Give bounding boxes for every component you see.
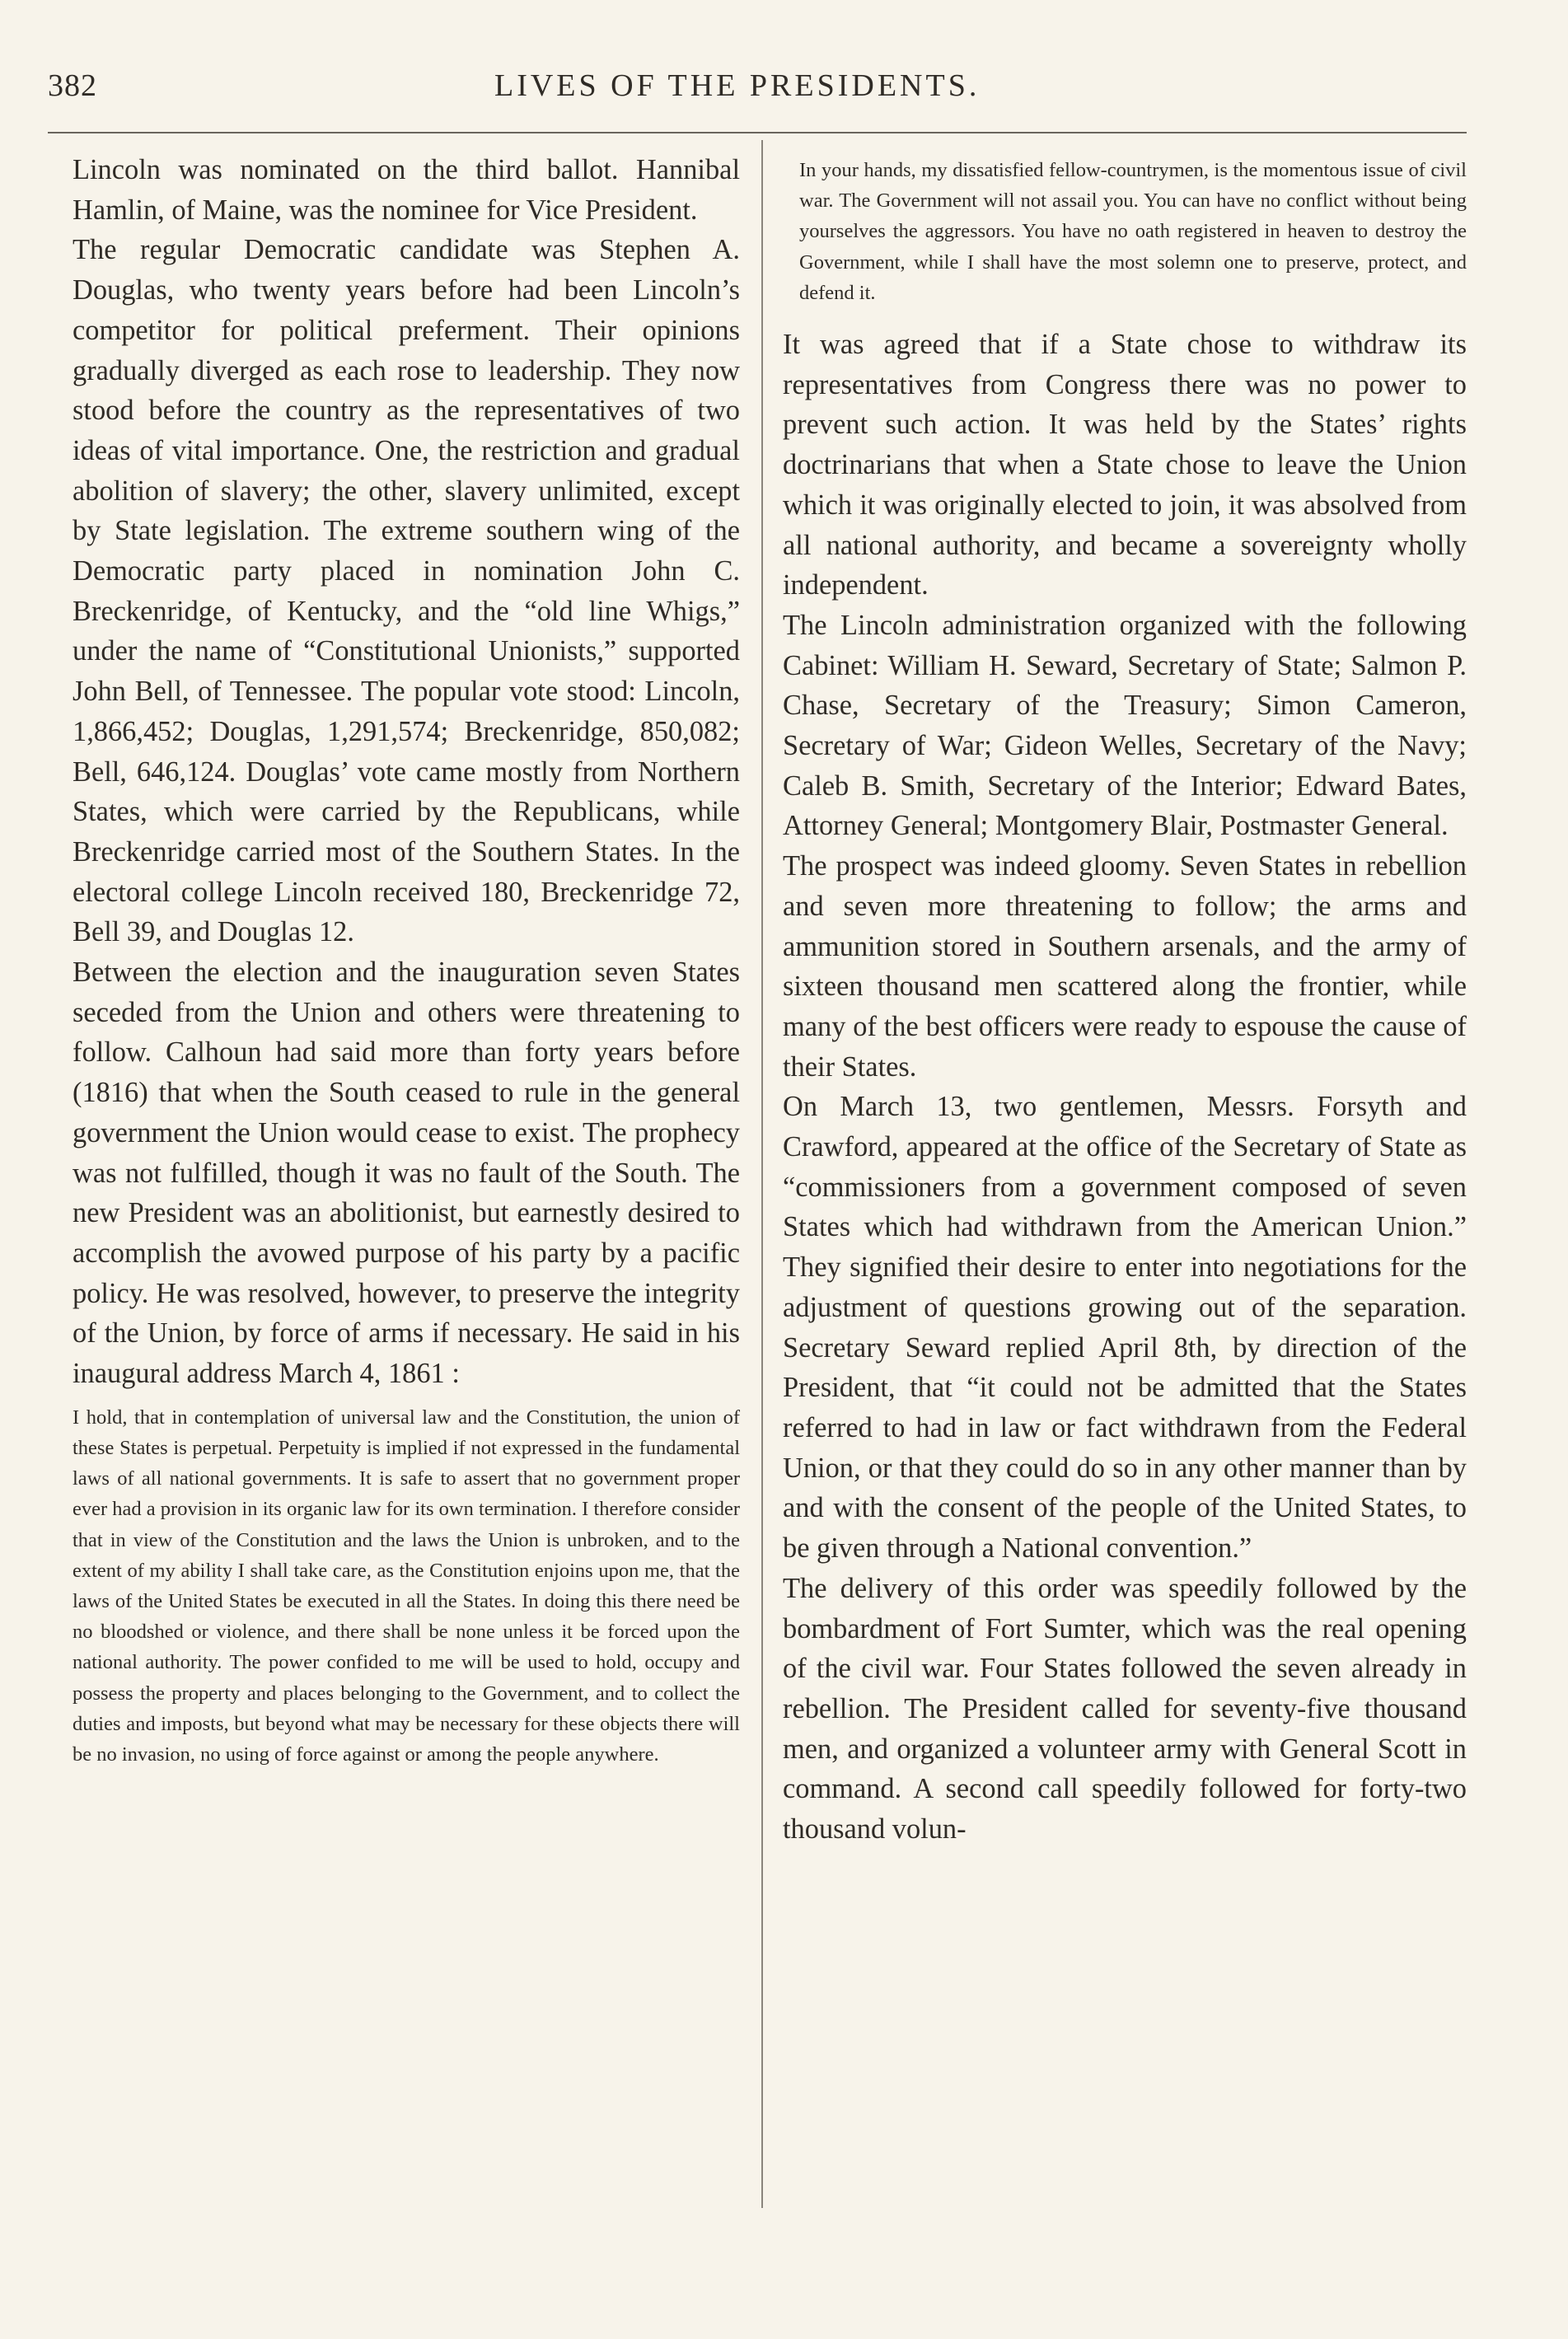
paragraph: The regular Democratic candidate was Stephen A. Douglas, who twenty years before had been Lincoln’s competitor for political preferment. Their opinions gradually diverged as each rose to leadership. They now stood before the country as the representatives of two ideas of vital importance. One, the restriction and gradual abolition of slavery; the other, slavery unlimited, except by State legislation. The extreme southern wing of the Democratic party placed in nomination John C. Breckenridge, of Kentucky, and the “old line Whigs,” under the name of “Constitutional Unionists,” supported John Bell, of Tennessee. The popular vote stood: Lincoln, 1,866,452; Douglas, 1,291,574; Breckenridge, 850,082; Bell, 646,124. Douglas’ vote came mostly from Northern States, which were carried by the Republicans, while Breckenridge carried most of the Southern States. In the electoral college Lincoln received 180, Breckenridge 72, Bell 39, and Douglas 12. (73, 234, 740, 948)
paragraph: The Lincoln administration organized with the following Cabinet: William H. Seward, Secretary of State; Salmon P. Chase, Secretary of the Treasury; Simon Cameron, Secretary of War; Gideon Welles, Secretary of the Navy; Caleb B. Smith, Secretary of the Interior; Edward Bates, Attorney General; Montgomery Blair, Postmaster General. (783, 609, 1467, 842)
paragraph: On March 13, two gentlemen, Messrs. Forsyth and Crawford, appeared at the office of the Secretary of State as “commissioners from a government composed of seven States which had withdrawn from the American Union.” They signified their desire to enter into negotiations for the adjustment of questions growing out of the separation. Secretary Seward replied April 8th, by direction of the President, that “it could not be admitted that the States referred to had in law or fact withdrawn from the Federal Union, or that they could do so in any other manner than by and with the consent of the people of the United States, to be given through a National convention.” (783, 1091, 1467, 1565)
page-number: 382 (48, 68, 97, 103)
block-quote: I hold, that in contemplation of universal law and the Constitution, the union of these States is perpetual. Perpetuity is implied if not expressed in the fundamental laws of all national governments. It is safe to assert that no government proper ever had a provision in its organic law for its own termination. I therefore consider that in view of the Constitution and the laws the Union is unbroken, and to the extent of my ability I shall take care, as the Constitution enjoins upon me, that the laws of the United States be executed in all the States. In doing this there need be no bloodshed or violence, and there shall be none unless it be forced upon the national authority. The power confided to me will be used to hold, occupy and possess the property and places belonging to the Government, and to collect the duties and imposts, but beyond what may be necessary for these objects there will be no invasion, no using of force against or among the people anywhere. (73, 1406, 740, 1766)
left-column (73, 150, 740, 1770)
paragraph: Lincoln was nominated on the third ballot. Hannibal Hamlin, of Maine, was the nominee for Vice President. (73, 154, 740, 226)
block-quote: In your hands, my dissatisfied fellow-countrymen, is the momentous issue of civil war. The Government will not assail you. You can have no conflict without being yourselves the aggressors. You have no oath registered in heaven to destroy the Government, while I shall have the most solemn one to preserve, protect, and defend it. (799, 159, 1467, 304)
right-column (783, 150, 1467, 1850)
paragraph: It was agreed that if a State chose to withdraw its representatives from Congress there was no power to prevent such action. It was held by the States’ rights doctrinarians that when a State chose to leave the Union which it was originally elected to join, it was absolved from all national authority, and became a sovereignty wholly independent. (783, 329, 1467, 601)
header-rule (48, 132, 1467, 133)
column-divider (761, 140, 763, 2208)
running-head: LIVES OF THE PRESIDENTS. (494, 68, 981, 103)
paragraph: The prospect was indeed gloomy. Seven States in rebellion and seven more threatening to follow; the arms and ammunition stored in Southern arsenals, and the army of sixteen thousand men scattered along the frontier, while many of the best officers were ready to espouse the cause of their States. (783, 850, 1467, 1083)
paragraph: The delivery of this order was speedily followed by the bombardment of Fort Sumter, which was the real opening of the civil war. Four States followed the seven already in rebellion. The President called for seventy-five thousand men, and organized a volunteer army with General Scott in command. A second call speedily followed for forty-two thousand volun- (783, 1572, 1467, 1845)
paragraph: Between the election and the inauguration seven States seceded from the Union and others were threatening to follow. Calhoun had said more than forty years before (1816) that when the South ceased to rule in the general government the Union would cease to exist. The prophecy was not fulfilled, though it was no fault of the South. The new President was an abolitionist, but earnestly desired to accomplish the avowed purpose of his party by a pacific policy. He was resolved, however, to preserve the integrity of the Union, by force of arms if necessary. He said in his inaugural address March 4, 1861 : (73, 957, 740, 1390)
